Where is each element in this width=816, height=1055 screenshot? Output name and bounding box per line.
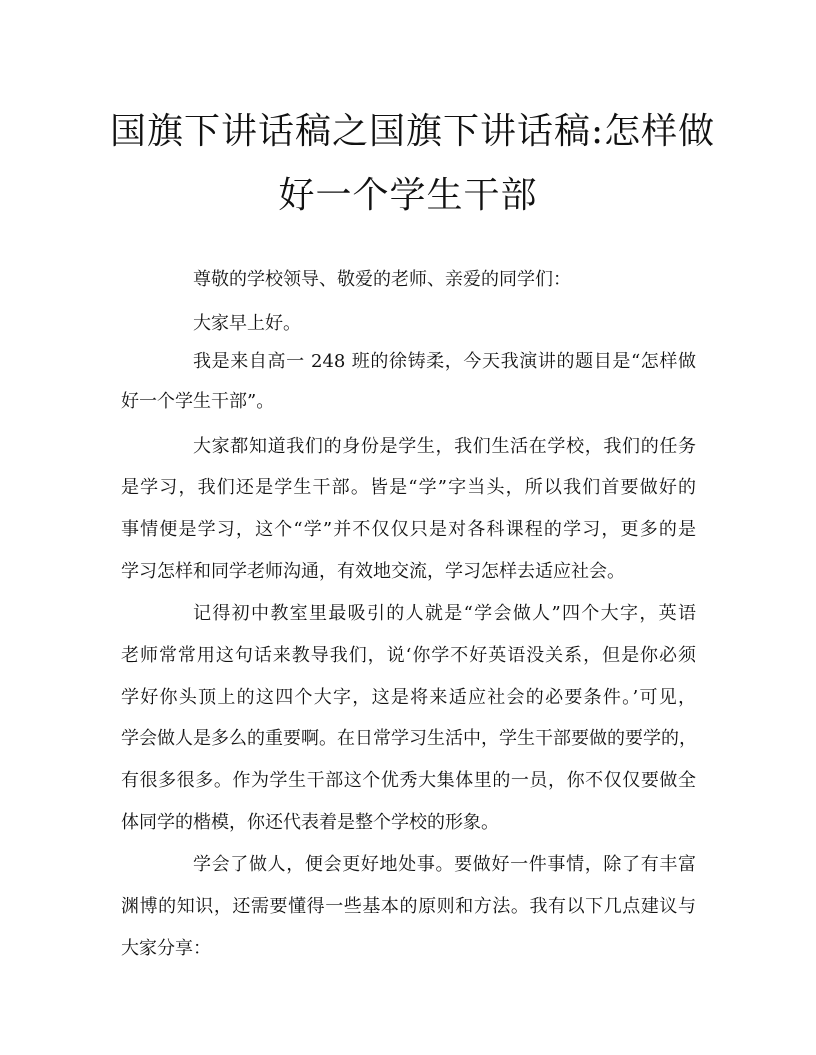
- document-title-line-2: 好一个学生干部: [278, 175, 538, 216]
- para3-line-2: 渊博的知识，还需要懂得一些基本的原则和方法。我有以下几点建议与: [121, 896, 696, 917]
- greeting-line: 尊敬的学校领导、敬爱的老师、亲爱的同学们：: [193, 269, 571, 290]
- intro-line-1: 我是来自高一 248 班的徐铸柔，今天我演讲的题目是“怎样做: [193, 351, 696, 372]
- para2-line-4: 学会做人是多么的重要啊。在日常学习生活中，学生干部要做的要学的，: [121, 728, 697, 749]
- para3-line-1: 学会了做人，便会更好地处事。要做好一件事情，除了有丰富: [193, 854, 696, 875]
- para1-line-2: 是学习，我们还是学生干部。皆是“学”字当头，所以我们首要做好的: [121, 477, 696, 498]
- para2-line-2: 老师常常用这句话来教导我们，说‘你学不好英语没关系，但是你必须: [121, 645, 696, 666]
- para2-line-3: 学好你头顶上的这四个大字，这是将来适应社会的必要条件。’可见，: [121, 687, 696, 708]
- para1-line-3: 事情便是学习，这个“学”并不仅仅只是对各科课程的学习，更多的是: [121, 519, 696, 540]
- para1-line-4: 学习怎样和同学老师沟通，有效地交流，学习怎样去适应社会。: [121, 561, 625, 582]
- para3-line-3: 大家分享：: [121, 938, 211, 959]
- para1-line-1: 大家都知道我们的身份是学生，我们生活在学校，我们的任务: [193, 436, 696, 457]
- para2-line-5: 有很多很多。作为学生干部这个优秀大集体里的一员，你不仅仅要做全: [121, 770, 696, 791]
- morning-line: 大家早上好。: [193, 313, 301, 334]
- para2-line-1: 记得初中教室里最吸引的人就是“学会做人”四个大字，英语: [193, 603, 696, 624]
- intro-line-2: 好一个学生干部”。: [121, 391, 275, 412]
- para2-line-6: 体同学的楷模，你还代表着是整个学校的形象。: [121, 812, 499, 833]
- document-title-line-1: 国旗下讲话稿之国旗下讲话稿:怎样做: [110, 111, 716, 152]
